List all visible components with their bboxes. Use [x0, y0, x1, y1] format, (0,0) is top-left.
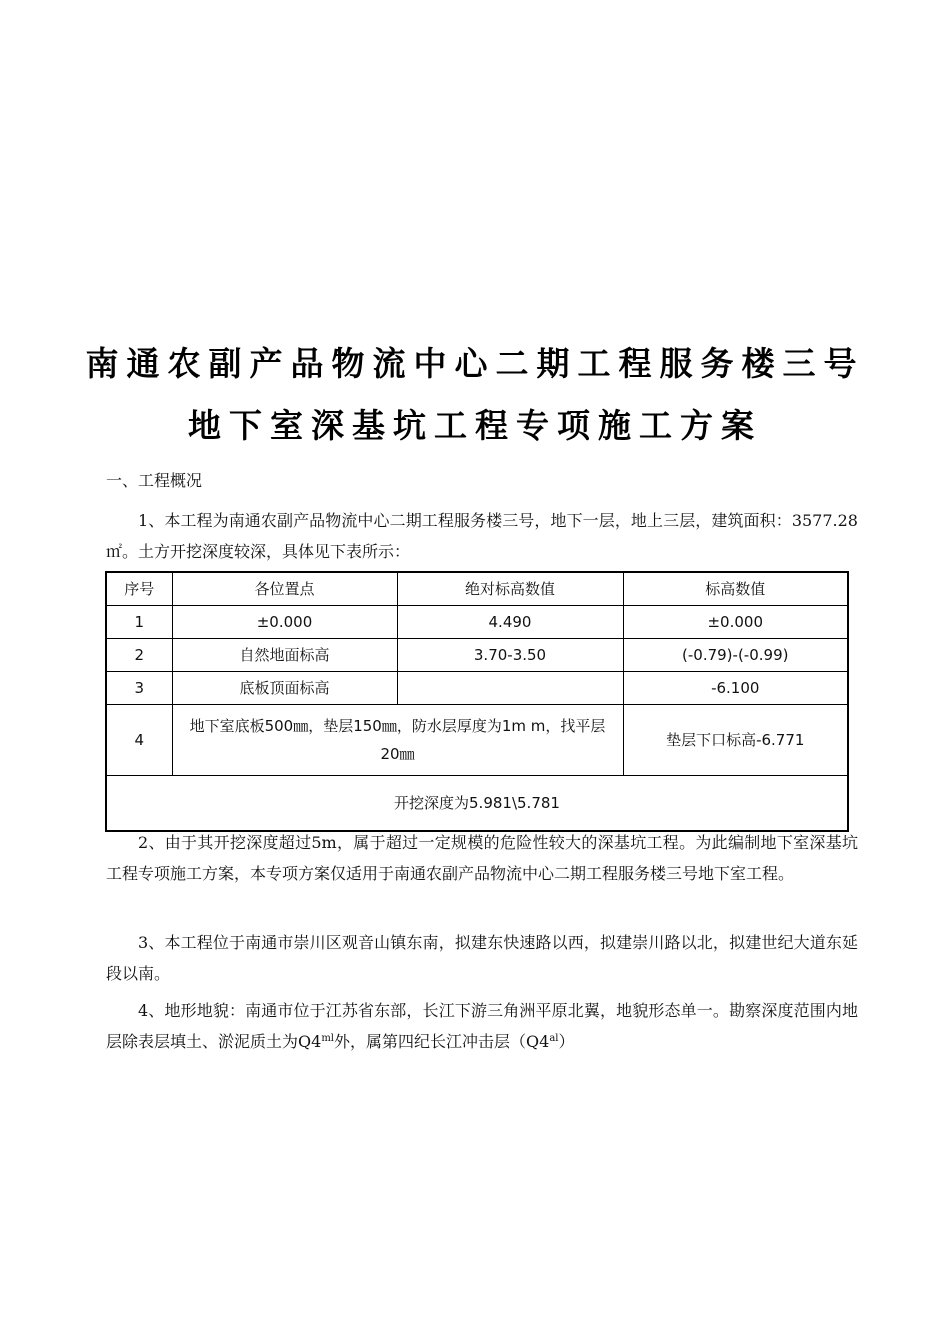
- table-header-cell: 绝对标高数值: [397, 572, 623, 606]
- paragraph-3: [106, 927, 858, 989]
- table-cell: 3: [106, 672, 172, 705]
- table-cell: 1: [106, 606, 172, 639]
- table-footer-cell: 开挖深度为5.981\5.781: [106, 776, 848, 832]
- paragraph-2-text: 2、由于其开挖深度超过5m，属于超过一定规模的危险性较大的深基坑工程。为此编制地下室深基坑工程专项施工方案，本专项方案仅适用于南通农副产品物流中心二期工程服务楼三号地下室工程。: [106, 833, 858, 883]
- paragraph-4-text-a: 4、地形地貌：南通市位于江苏省东部，长江下游三角洲平原北翼，地貌形态单一。勘察深度范围内地层除表层填土、淤泥质土为Q4: [106, 1001, 858, 1051]
- paragraph-1-text: 1、本工程为南通农副产品物流中心二期工程服务楼三号，地下一层，地上三层，建筑面积：3577.28㎡。土方开挖深度较深，具体见下表所示：: [106, 511, 858, 561]
- table-cell: 底板顶面标高: [172, 672, 397, 705]
- table-footer-row: [106, 776, 848, 832]
- elevation-table: [105, 571, 849, 832]
- table-row: [106, 705, 848, 776]
- table-cell: 垫层下口标高-6.771: [623, 705, 848, 776]
- table-cell: 4.490: [397, 606, 623, 639]
- table-cell: 自然地面标高: [172, 639, 397, 672]
- table-header-row: [106, 572, 848, 606]
- superscript-ml: ml: [321, 1033, 334, 1044]
- document-title-line1: 南通农副产品物流中心二期工程服务楼三号: [85, 344, 865, 383]
- paragraph-4-text-c: ）: [558, 1032, 575, 1051]
- table-row: [106, 672, 848, 705]
- table-row: [106, 639, 848, 672]
- superscript-al: al: [549, 1033, 559, 1044]
- table-header-cell: 标高数值: [623, 572, 848, 606]
- table-cell: 4: [106, 705, 172, 776]
- table-header-cell: 各位置点: [172, 572, 397, 606]
- section-heading: 一、工程概况: [106, 471, 203, 490]
- table-cell: ±0.000: [172, 606, 397, 639]
- document-title-line2: 地下室深基坑工程专项施工方案: [188, 406, 762, 445]
- paragraph-4: [106, 995, 858, 1057]
- table-cell: 3.70-3.50: [397, 639, 623, 672]
- table-cell: 2: [106, 639, 172, 672]
- paragraph-4-text-b: 外，属第四纪长江冲击层（Q4: [334, 1032, 550, 1051]
- paragraph-2: [106, 827, 858, 889]
- table-header-cell: 序号: [106, 572, 172, 606]
- table-cell: ±0.000: [623, 606, 848, 639]
- table-cell-merged: 地下室底板500㎜，垫层150㎜，防水层厚度为1m m，找平层20㎜: [172, 705, 623, 776]
- table-row: [106, 606, 848, 639]
- table-cell: (-0.79)-(-0.99): [623, 639, 848, 672]
- paragraph-3-text: 3、本工程位于南通市崇川区观音山镇东南，拟建东快速路以西，拟建崇川路以北，拟建世纪大道东延段以南。: [106, 933, 858, 983]
- table-cell: -6.100: [623, 672, 848, 705]
- paragraph-1: [106, 505, 858, 567]
- table-cell: [397, 672, 623, 705]
